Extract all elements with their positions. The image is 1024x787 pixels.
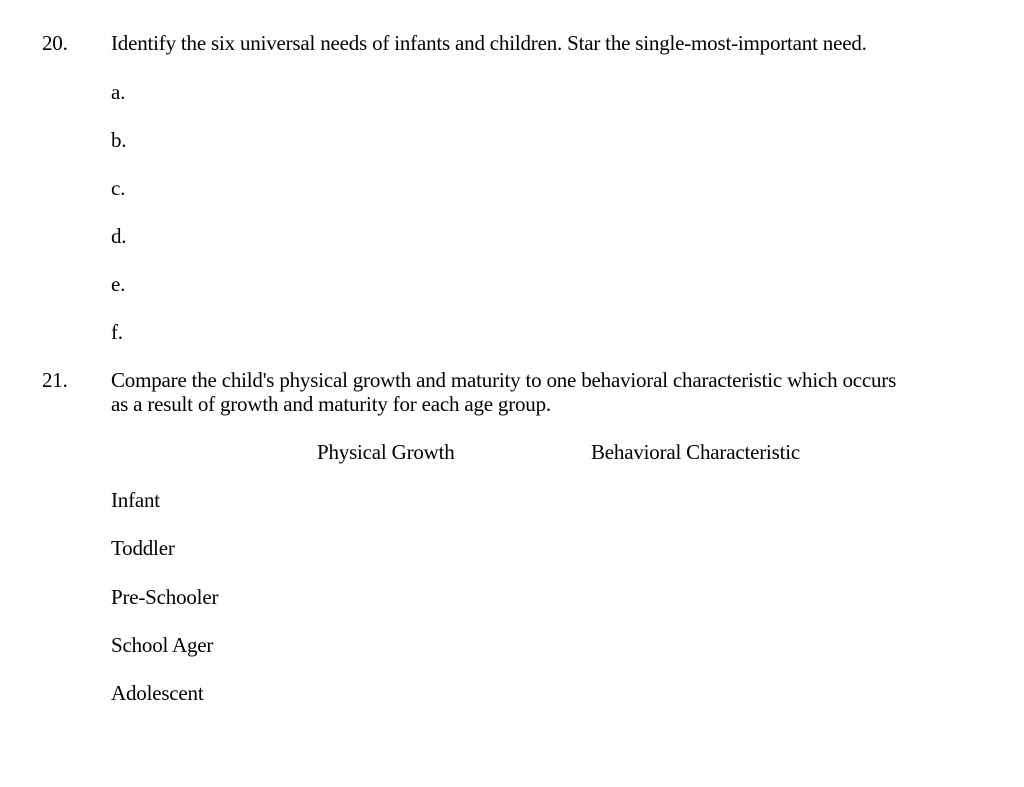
answer-label-f: f.: [111, 320, 123, 344]
row-label-adolescent: Adolescent: [111, 681, 204, 705]
answer-label-a: a.: [111, 80, 126, 104]
question-20-number: 20.: [42, 31, 68, 55]
column-header-physical-growth: Physical Growth: [317, 440, 455, 464]
row-label-infant: Infant: [111, 488, 160, 512]
column-header-behavioral-characteristic: Behavioral Characteristic: [591, 440, 800, 464]
answer-label-b: b.: [111, 128, 127, 152]
answer-label-c: c.: [111, 176, 126, 200]
answer-label-d: d.: [111, 224, 127, 248]
row-label-toddler: Toddler: [111, 536, 175, 560]
row-label-school-ager: School Ager: [111, 633, 214, 657]
row-label-pre-schooler: Pre-Schooler: [111, 585, 219, 609]
answer-label-e: e.: [111, 272, 126, 296]
question-21-prompt: Compare the child's physical growth and maturity to one behavioral characteristic which occurs as a result of growth and maturity for each age group.: [111, 368, 897, 416]
question-20-prompt: Identify the six universal needs of infants and children. Star the single-most-important need.: [111, 31, 867, 55]
question-21-number: 21.: [42, 368, 68, 392]
